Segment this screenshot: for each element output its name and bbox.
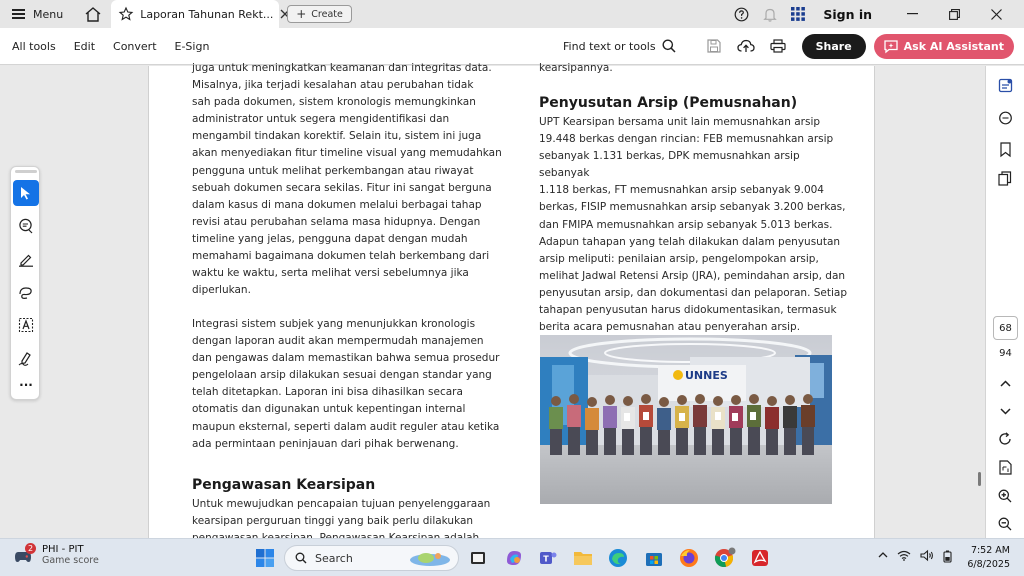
sign-in-button[interactable]: Sign in: [823, 6, 872, 22]
find-label: Find text or tools: [563, 39, 656, 53]
battery-icon[interactable]: [943, 550, 952, 563]
right-paragraph: UPT Kearsipan bersama unit lain memusnahkan arsip 19.448 berkas dengan rincian: FEB memusnahkan arsip sebanyak 1.131 berkas, DPK memusnahkan arsip sebanyak 1.118 berkas, FT memusnahkan arsip sebanyak 9.004 berkas, FISIP memusnahkan arsip sebanyak 3.200 berkas, dan FMIPA memusnahkan arsip sebanyak 5.013 berkas. Adapun tahapan yang telah dilakukan dalam penyusutan arsip meliputi: penilaian arsip, pengelompokan arsip, melihat Jadwal Retensi Arsip (JRA), pemindahan arsip, dan penyusutan arsip, dan dokumentasi dan pelaporan. Setiap tahapan penyusutan harus didokumentasikan, termasuk berita acara pemusnahan atau penyerahan arsip.: [539, 116, 848, 334]
windows-taskbar: [0, 538, 1024, 576]
bookmarks-panel-button[interactable]: [994, 138, 1016, 160]
printer-icon: [770, 39, 786, 53]
text-box-icon: [18, 317, 34, 333]
group-photo-image: [540, 335, 832, 504]
zoom-out-icon: [998, 517, 1012, 531]
game-subtitle: Game score: [42, 555, 99, 566]
save-button[interactable]: [698, 39, 730, 53]
ai-summary-button[interactable]: [994, 74, 1016, 96]
acrobat-icon[interactable]: [749, 547, 771, 569]
help-icon[interactable]: [734, 7, 749, 22]
home-icon: [85, 7, 101, 22]
clock-date: 6/8/2025: [967, 559, 1010, 570]
comment-add-icon: [18, 218, 34, 234]
ai-document-icon: [998, 78, 1013, 93]
save-icon: [707, 39, 721, 53]
tab-right-group: [734, 7, 1024, 22]
clock-time: 7:52 AM: [970, 545, 1010, 556]
plus-icon: +: [296, 7, 307, 21]
comments-panel-button[interactable]: [994, 107, 1016, 129]
tab-bar: [0, 0, 1024, 28]
vertical-scrollbar-thumb[interactable]: [978, 472, 981, 486]
draw-tool-button[interactable]: [13, 279, 39, 305]
rotate-icon: [998, 432, 1012, 446]
previous-page-button[interactable]: [994, 372, 1016, 394]
toolbar-right: [563, 34, 1024, 59]
notification-badge: 2: [25, 543, 36, 554]
select-tool-button[interactable]: [13, 180, 39, 206]
clock[interactable]: [967, 544, 1010, 572]
close-icon: [991, 9, 1002, 20]
menu-button[interactable]: [0, 0, 75, 28]
search-placeholder: Search: [315, 551, 353, 565]
more-tools-button[interactable]: [13, 372, 39, 398]
signature-pen-icon: [18, 350, 34, 366]
chrome-icon[interactable]: [713, 547, 735, 569]
apps-grid-icon[interactable]: [791, 7, 805, 21]
zoom-out-button[interactable]: [994, 513, 1016, 535]
edit-menu[interactable]: Edit: [73, 39, 96, 53]
heading-pengawasan-kearsipan: Pengawasan Kearsipan: [192, 477, 376, 493]
microsoft-store-icon[interactable]: [643, 547, 665, 569]
teams-icon[interactable]: [537, 547, 559, 569]
volume-icon[interactable]: [920, 550, 934, 561]
firefox-icon[interactable]: [678, 547, 700, 569]
hamburger-icon: [12, 9, 25, 19]
create-label: Create: [311, 8, 343, 20]
tab-title: Laporan Tahunan Rekt...: [140, 7, 274, 21]
main-toolbar: [0, 28, 1024, 65]
edge-browser-icon[interactable]: [607, 547, 629, 569]
freehand-icon: [18, 284, 34, 300]
fit-page-button[interactable]: [994, 456, 1016, 478]
search-icon: [295, 552, 307, 564]
people-group: [549, 394, 815, 455]
game-title: PHI - PIT: [42, 544, 84, 555]
pages-icon: [998, 171, 1012, 186]
bell-icon[interactable]: [763, 7, 777, 22]
fit-page-icon: [999, 460, 1012, 475]
all-tools-menu[interactable]: All tools: [12, 39, 56, 53]
heading-penyusutan-arsip: Penyusutan Arsip (Pemusnahan): [539, 95, 798, 111]
quick-tools-palette: [10, 166, 40, 400]
game-widget[interactable]: [14, 544, 99, 566]
palette-grip[interactable]: [15, 170, 37, 173]
document-tab[interactable]: [111, 0, 279, 28]
cursor-icon: [20, 186, 32, 200]
upload-cloud-button[interactable]: [730, 39, 762, 53]
system-tray: [878, 550, 952, 563]
left-paragraph-1: juga untuk meningkatkan keamanan dan integritas data. Misalnya, jika terjadi kesalahan atau perubahan tidak sah pada dokumen, sistem kronologis memungkinkan administrator untuk segera mengidentifikasi dan mengambil tindakan korektif. Selain itu, sistem ini juga akan menyediakan fitur timeline visual yang memudahkan pengguna untuk melihat perkembangan atau riwayat sebuah dokumen secara sekilas. Fitur ini sangat berguna dalam kasus di mana dokumen melalui berbagai tahap revisi atau perubahan selama masa hidupnya. Dengan timeline yang jelas, pengguna dapat dengan mudah memahami bagaimana dokumen telah berkembang dari waktu ke waktu, serta melihat versi sebelumnya jika diperlukan.: [192, 62, 502, 297]
star-icon[interactable]: [119, 7, 133, 21]
esign-menu[interactable]: E-Sign: [174, 39, 210, 53]
right-top-text: kearsipannya.: [539, 62, 613, 74]
total-pages-label: 94: [999, 348, 1012, 359]
page-thumbnails-button[interactable]: [994, 167, 1016, 189]
menu-label: Menu: [33, 7, 64, 21]
document-page: [148, 62, 875, 538]
restore-icon: [949, 9, 960, 20]
sign-tool-button[interactable]: [13, 345, 39, 371]
chevron-up-icon[interactable]: [878, 550, 888, 560]
left-paragraph-2: Integrasi sistem subjek yang menunjukkan kronologis dengan laporan audit akan mempermudah manajemen dan pengawas dalam memastikan bahwa semua prosedur pengelolaan arsip dilakukan sesuai dengan standar yang telah ditetapkan. Laporan ini bisa dihasilkan secara otomatis dan digunakan untuk kepentingan internal maupun eksternal, seperti dalam audit reguler atau ketika ada permintaan peninjauan dari pihak berwenang.: [192, 318, 500, 450]
rotate-button[interactable]: [994, 428, 1016, 450]
wifi-icon[interactable]: [897, 550, 911, 561]
search-highlight-icon: [408, 549, 452, 567]
ai-assistant-icon: [884, 40, 898, 53]
pen-icon: [18, 251, 34, 267]
search-icon: [662, 39, 676, 53]
close-window-button[interactable]: [982, 9, 1010, 20]
chevron-up-icon: [1000, 380, 1011, 387]
convert-menu[interactable]: Convert: [113, 39, 157, 53]
ask-ai-assistant-button[interactable]: [874, 34, 1014, 59]
chevron-down-icon: [1000, 408, 1011, 415]
windows-start-icon[interactable]: [254, 547, 276, 569]
document-viewport[interactable]: [0, 62, 985, 538]
home-button[interactable]: [75, 0, 111, 28]
text-tool-button[interactable]: [13, 312, 39, 338]
comment-tool-button[interactable]: [13, 213, 39, 239]
left-paragraph-3: Untuk mewujudkan pencapaian tujuan penyelenggaraan kearsipan perguruan tinggi yang baik perlu dilakukan: [192, 498, 491, 528]
next-page-button[interactable]: [994, 400, 1016, 422]
create-button[interactable]: [287, 5, 352, 23]
more-dots-icon: ···: [19, 378, 33, 392]
find-tools-button[interactable]: [563, 39, 676, 53]
document-photo: [540, 335, 832, 504]
bookmark-icon: [999, 142, 1012, 157]
right-sidebar: [985, 66, 1024, 538]
restore-button[interactable]: [940, 9, 968, 20]
ai-label: Ask AI Assistant: [903, 39, 1004, 53]
file-explorer-icon[interactable]: [572, 547, 594, 569]
highlight-tool-button[interactable]: [13, 246, 39, 272]
cloud-upload-icon: [737, 39, 755, 53]
zoom-in-icon: [998, 489, 1012, 503]
minimize-button[interactable]: [898, 13, 926, 15]
unnes-sign-text: UNNES: [685, 369, 728, 382]
comment-icon: [998, 111, 1013, 126]
current-page-input[interactable]: 68: [993, 316, 1018, 340]
print-button[interactable]: [762, 39, 794, 53]
svg-text:T: T: [543, 554, 549, 564]
share-button[interactable]: Share: [802, 34, 866, 59]
copilot-icon[interactable]: [503, 547, 525, 569]
taskbar-search[interactable]: [284, 545, 459, 571]
minimize-icon: [907, 13, 918, 15]
zoom-in-button[interactable]: [994, 485, 1016, 507]
task-view-icon[interactable]: [467, 547, 489, 569]
